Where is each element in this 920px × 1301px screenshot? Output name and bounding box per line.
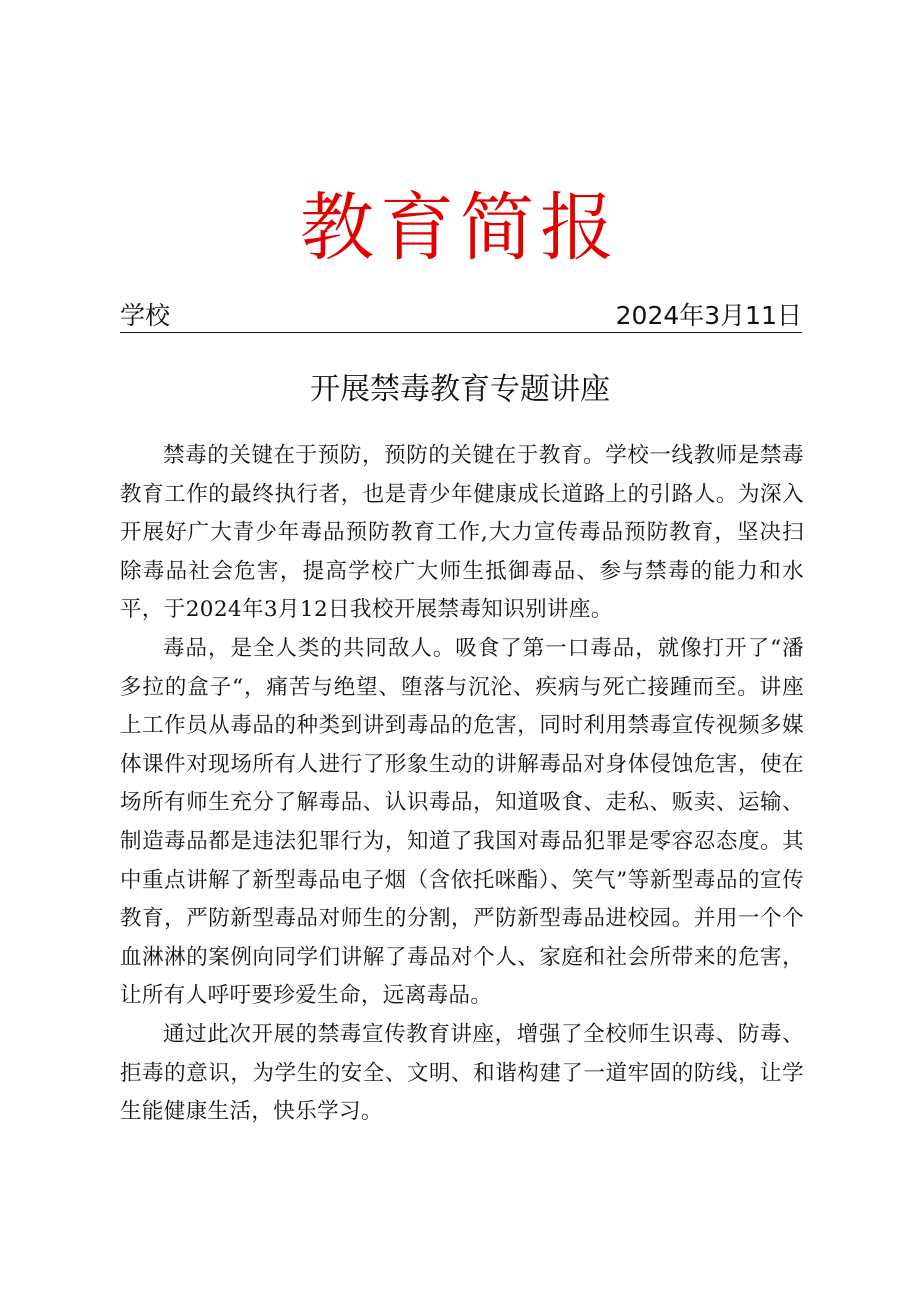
article-paragraph: 禁毒的关键在于预防，预防的关键在于教育。学校一线教师是禁毒教育工作的最终执行者，也是青少年健康成长道路上的引路人。为深入开展好广大青少年毒品预防教育工作,大力宣传毒品预防教育，坚决扫除毒品社会危害，提高学校广大师生抵御毒品、参与禁毒的能力和水平，于2024年3月12日我校开展禁毒知识别讲座。: [120, 443, 804, 623]
issue-date: 2024年3月11日: [615, 301, 802, 330]
article-paragraph: 通过此次开展的禁毒宣传教育讲座，增强了全校师生识毒、防毒、拒毒的意识，为学生的安全、文明、和谐构建了一道牢固的防线，让学生能健康生活，快乐学习。: [120, 1021, 804, 1125]
article-body: [120, 437, 804, 1132]
article-title: 开展禁毒教育专题讲座: [310, 372, 610, 407]
newsletter-masthead: 教育简报: [300, 185, 620, 271]
school-label: 学校: [120, 301, 171, 330]
meta-row: [120, 300, 802, 333]
article-paragraph: 毒品，是全人类的共同敌人。吸食了第一口毒品，就像打开了“潘多拉的盒子“，痛苦与绝望、堕落与沉沦、疾病与死亡接踵而至。讲座上工作员从毒品的种类到讲到毒品的危害，同时利用禁毒宣传视频多媒体课件对现场所有人进行了形象生动的讲解毒品对身体侵蚀危害，使在场所有师生充分了解毒品、认识毒品，知道吸食、走私、贩卖、运输、制造毒品都是违法犯罪行为，知道了我国对毒品犯罪是零容忍态度。其中重点讲解了新型毒品电子烟（含依托咪酯）、笑气”等新型毒品的宣传教育，严防新型毒品对师生的分割，严防新型毒品进校园。并用一个个血淋淋的案例向同学们讲解了毒品对个人、家庭和社会所带来的危害，让所有人呼吁要珍爱生命，远离毒品。: [120, 635, 804, 1009]
